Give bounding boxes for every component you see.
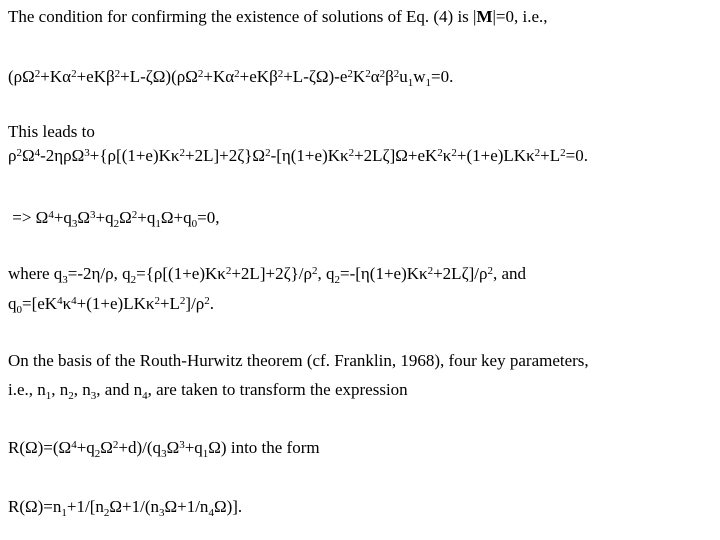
eq-part: +2L]+2ζ}Ω xyxy=(185,146,266,165)
eq-part: =0. xyxy=(565,146,588,165)
eq-part: Ω xyxy=(166,438,180,457)
coefficients-line-2 xyxy=(8,294,214,314)
routh-hurwitz-text: On the basis of the Routh-Hurwitz theorem (cf. Franklin, 1968), four key parameters, xyxy=(8,351,589,370)
eq-part: (ρΩ xyxy=(8,67,35,86)
eq-part: , and xyxy=(492,264,527,283)
eq-superscript: 2 xyxy=(204,295,210,307)
eq-part: +L-ζΩ)(ρΩ xyxy=(120,67,198,86)
eq-superscript: 2 xyxy=(534,147,541,159)
continued-fraction-line xyxy=(8,497,242,517)
eq-part: q xyxy=(8,294,17,313)
eq-part: Ω xyxy=(119,208,132,227)
eq-part: +L xyxy=(540,146,561,165)
eq-part: +q xyxy=(184,438,203,457)
eq-subscript: 1 xyxy=(155,218,161,230)
eq-subscript: 4 xyxy=(208,507,214,519)
eq-part: +L-ζΩ)-e xyxy=(283,67,348,86)
eq-part: Ω) into the form xyxy=(208,438,320,457)
eq-superscript: 2 xyxy=(179,295,186,307)
eq-subscript: 0 xyxy=(191,218,198,230)
eq-part: , n xyxy=(73,380,91,399)
eq-subscript: 3 xyxy=(158,507,165,519)
eq-part: +(1+e)LKκ xyxy=(456,146,535,165)
eq-part: =-[η(1+e)Kκ xyxy=(339,264,428,283)
eq-superscript: 2 xyxy=(234,68,240,80)
eq-subscript: 4 xyxy=(142,390,148,402)
eq-part: +2Lζ]Ω+eK xyxy=(354,146,438,165)
eq-part: +{ρ[(1+e)Kκ xyxy=(89,146,180,165)
quartic-equation xyxy=(8,208,219,228)
matrix-symbol: M xyxy=(476,7,493,26)
eq-part: κ xyxy=(442,146,452,165)
eq-part: Ω xyxy=(77,208,91,227)
leads-to-text: This leads to xyxy=(8,122,95,141)
eq-part: Ω+1/(n xyxy=(109,497,159,516)
eq-superscript: 2 xyxy=(427,265,434,277)
characteristic-equation xyxy=(8,146,588,166)
eq-part: +q xyxy=(53,208,72,227)
eq-superscript: 2 xyxy=(154,295,160,307)
determinant-equation xyxy=(8,67,453,87)
eq-subscript: 1 xyxy=(407,77,414,89)
eq-subscript: 2 xyxy=(334,274,340,286)
eq-superscript: 2 xyxy=(131,209,138,221)
eq-part: β xyxy=(385,67,394,86)
eq-part: α xyxy=(370,67,380,86)
eq-part: . xyxy=(209,294,215,313)
eq-part: +q xyxy=(95,208,114,227)
eq-part: K xyxy=(352,67,366,86)
eq-part: =-2η/ρ, q xyxy=(67,264,131,283)
eq-part: +q xyxy=(76,438,95,457)
coefficients-line-1 xyxy=(8,264,526,284)
eq-part: -[η(1+e)Kκ xyxy=(270,146,349,165)
eq-part: +1/[n xyxy=(66,497,104,516)
eq-superscript: 4 xyxy=(48,209,54,221)
eq-superscript: 2 xyxy=(114,68,121,80)
eq-superscript: 2 xyxy=(347,68,353,80)
eq-superscript: 2 xyxy=(393,68,400,80)
eq-part: Ω xyxy=(21,146,35,165)
eq-part: , n xyxy=(51,380,69,399)
eq-subscript: 2 xyxy=(94,448,101,460)
eq-subscript: 1 xyxy=(61,507,67,519)
eq-subscript: 3 xyxy=(62,274,68,286)
eq-superscript: 2 xyxy=(451,147,457,159)
eq-superscript: 2 xyxy=(437,147,443,159)
eq-superscript: 2 xyxy=(379,68,386,80)
eq-part: Ω xyxy=(100,438,113,457)
eq-subscript: 2 xyxy=(103,507,110,519)
eq-part: , and n xyxy=(96,380,143,399)
eq-superscript: 2 xyxy=(277,68,284,80)
rational-function-line xyxy=(8,438,320,458)
eq-subscript: 0 xyxy=(16,304,22,316)
eq-part: -2ηρΩ xyxy=(40,146,85,165)
eq-part: , are taken to transform the expression xyxy=(147,380,408,399)
eq-superscript: 4 xyxy=(34,147,41,159)
eq-part: =0. xyxy=(431,67,454,86)
eq-part: Ω)]. xyxy=(213,497,243,516)
eq-superscript: 3 xyxy=(90,209,96,221)
eq-part: +(1+e)LKκ xyxy=(76,294,155,313)
eq-superscript: 2 xyxy=(265,147,271,159)
eq-superscript: 4 xyxy=(71,439,77,451)
eq-superscript: 2 xyxy=(365,68,371,80)
eq-part: i.e., n xyxy=(8,380,46,399)
eq-superscript: 2 xyxy=(71,68,77,80)
eq-part: Ω+1/n xyxy=(164,497,209,516)
eq-part: => Ω xyxy=(8,208,49,227)
eq-superscript: 2 xyxy=(197,68,204,80)
eq-part: +eKβ xyxy=(239,67,278,86)
eq-superscript: 2 xyxy=(560,147,566,159)
eq-part: +2L]+2ζ}/ρ xyxy=(231,264,312,283)
eq-part: ρ xyxy=(8,146,17,165)
eq-superscript: 2 xyxy=(225,265,232,277)
eq-part: +Kα xyxy=(203,67,235,86)
intro-text-end: |=0, i.e., xyxy=(492,7,548,26)
eq-superscript: 4 xyxy=(71,295,77,307)
eq-part: R(Ω)=n xyxy=(8,497,62,516)
eq-superscript: 2 xyxy=(16,147,22,159)
eq-part: +eKβ xyxy=(76,67,115,86)
eq-part: R(Ω)=(Ω xyxy=(8,438,72,457)
eq-part: ={ρ[(1+e)Kκ xyxy=(136,264,226,283)
eq-part: =0, xyxy=(197,208,220,227)
eq-superscript: 2 xyxy=(311,265,318,277)
eq-part: u xyxy=(399,67,408,86)
routh-hurwitz-line xyxy=(8,351,589,371)
eq-part: w xyxy=(413,67,426,86)
intro-text: The condition for confirming the existence of solutions of Eq. (4) is | xyxy=(8,7,477,26)
eq-part: +2Lζ]/ρ xyxy=(433,264,488,283)
eq-subscript: 1 xyxy=(202,448,209,460)
eq-subscript: 1 xyxy=(425,77,432,89)
intro-line xyxy=(8,7,548,27)
eq-superscript: 4 xyxy=(57,295,63,307)
eq-part: =[eK xyxy=(22,294,58,313)
eq-subscript: 2 xyxy=(113,218,120,230)
eq-part: ]/ρ xyxy=(185,294,205,313)
eq-part: , q xyxy=(317,264,335,283)
eq-part: +Kα xyxy=(40,67,72,86)
eq-part: κ xyxy=(62,294,72,313)
eq-subscript: 3 xyxy=(161,448,167,460)
eq-part: +q xyxy=(137,208,156,227)
eq-superscript: 3 xyxy=(179,439,185,451)
eq-superscript: 2 xyxy=(487,265,493,277)
eq-part: +L xyxy=(159,294,180,313)
eq-subscript: 2 xyxy=(130,274,137,286)
parameters-line xyxy=(8,380,408,400)
eq-superscript: 2 xyxy=(179,147,185,159)
eq-superscript: 2 xyxy=(112,439,119,451)
eq-part: Ω+q xyxy=(160,208,192,227)
eq-subscript: 3 xyxy=(90,390,97,402)
leads-to-line xyxy=(8,122,95,142)
eq-superscript: 3 xyxy=(84,147,90,159)
eq-superscript: 2 xyxy=(34,68,41,80)
eq-part: where q xyxy=(8,264,63,283)
eq-subscript: 3 xyxy=(71,218,78,230)
eq-subscript: 2 xyxy=(68,390,74,402)
eq-part: +d)/(q xyxy=(118,438,162,457)
eq-superscript: 2 xyxy=(348,147,355,159)
eq-subscript: 1 xyxy=(45,390,52,402)
